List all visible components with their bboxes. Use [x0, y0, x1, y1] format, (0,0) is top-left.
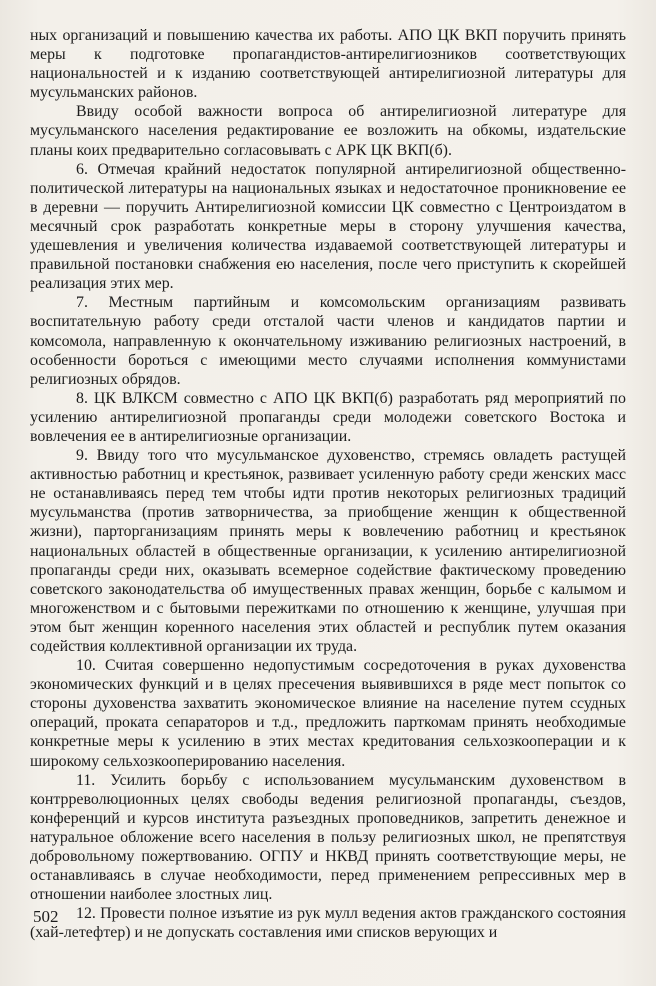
paragraph-item-11: 11. Усилить борьбу с использованием мусульманским духовенством в контрреволюционных целях свободы ведения религиозной пропаганды, съездов, конференций и курсов института разъездных проповедников, запретить денежное и натуральное обложение всего населения в пользу религиозных школ, не препятствуя добровольному пожертвованию. ОГПУ и НКВД принять соответствующие меры, не останавливаясь в случае необходимости, перед применением репрессивных мер в отношении наиболее злостных лиц. — [30, 771, 626, 904]
paragraph-literature-editing: Ввиду особой важности вопроса об антирелигиозной литературе для мусульманского населения редактирование ее возложить на обкомы, издательские планы коих предварительно согласовывать с АРК ЦК ВКП(б). — [30, 103, 626, 159]
page-number: 502 — [33, 907, 59, 926]
paragraph-item-8: 8. ЦК ВЛКСМ совместно с АПО ЦК ВКП(б) разработать ряд мероприятий по усилению антирелигиозной пропаганды среди молодежи советского Востока и вовлечения ее в антирелигиозные организации. — [30, 389, 626, 445]
body-text — [30, 26, 626, 943]
paragraph-item-10: 10. Считая совершенно недопустимым сосредоточения в руках духовенства экономических функций и в целях пресечения выявившихся в ряде мест попыток со стороны духовенства захватить экономическое влияние на население путем ссудных операций, проката сепараторов и т.д., предложить парткомам принять необходимые конкретные меры к усилению в этих местах кредитования сельхозкооперации и к широкому сельхозкооперированию населения. — [30, 657, 626, 770]
paragraph-continuation: ных организаций и повышению качества их работы. АПО ЦК ВКП поручить принять меры к подготовке пропагандистов-антирелигиозников соответствующих национальностей и к изданию соответствующей антирелигиозной литературы для мусульманских районов. — [30, 27, 626, 102]
paragraph-item-7: 7. Местным партийным и комсомольским организациям развивать воспитательную работу среди отсталой части членов и кандидатов партии и комсомола, направленную к окончательному изживанию религиозных настроений, в особенности бороться с имеющими место случаями исполнения коммунистами религиозных обрядов. — [30, 294, 626, 388]
paragraph-item-12: 12. Провести полное изъятие из рук мулл ведения актов гражданского состояния (хай-летефтер) и не допускать составления ими списков верующих и — [30, 905, 626, 942]
paragraph-item-9: 9. Ввиду того что мусульманское духовенство, стремясь овладеть растущей активностью работниц и крестьянок, развивает усиленную работу среди женских масс не останавливаясь перед тем чтобы идти против некоторых религиозных традиций мусульманства (против затворничества, за приобщение женщин к общественной жизни), парторганизациям принять меры к вовлечению работниц и крестьянок национальных областей в общественные организации, к усилению антирелигиозной пропаганды среди них, оказывать всемерное содействие фактическому проведению советского законодательства об имущественных правах женщин, борьбе с калымом и многоженством и с бытовыми пережитками по отношению к женщине, улучшая при этом быт женщин коренного населения этих областей и республик путем оказания содействия коллективной организации их труда. — [30, 447, 626, 655]
paragraph-item-6: 6. Отмечая крайний недостаток популярной антирелигиозной общественно-политической литературы на национальных языках и недостаточное проникновение ее в деревни — поручить Антирелигиозной комиссии ЦК совместно с Центроиздатом в месячный срок разработать конкретные меры в сторону улучшения качества, удешевления и увеличения количества издаваемой соответствующей литературы и правильной постановки снабжения ею населения, после чего приступить к скорейшей реализация этих мер. — [30, 160, 626, 293]
